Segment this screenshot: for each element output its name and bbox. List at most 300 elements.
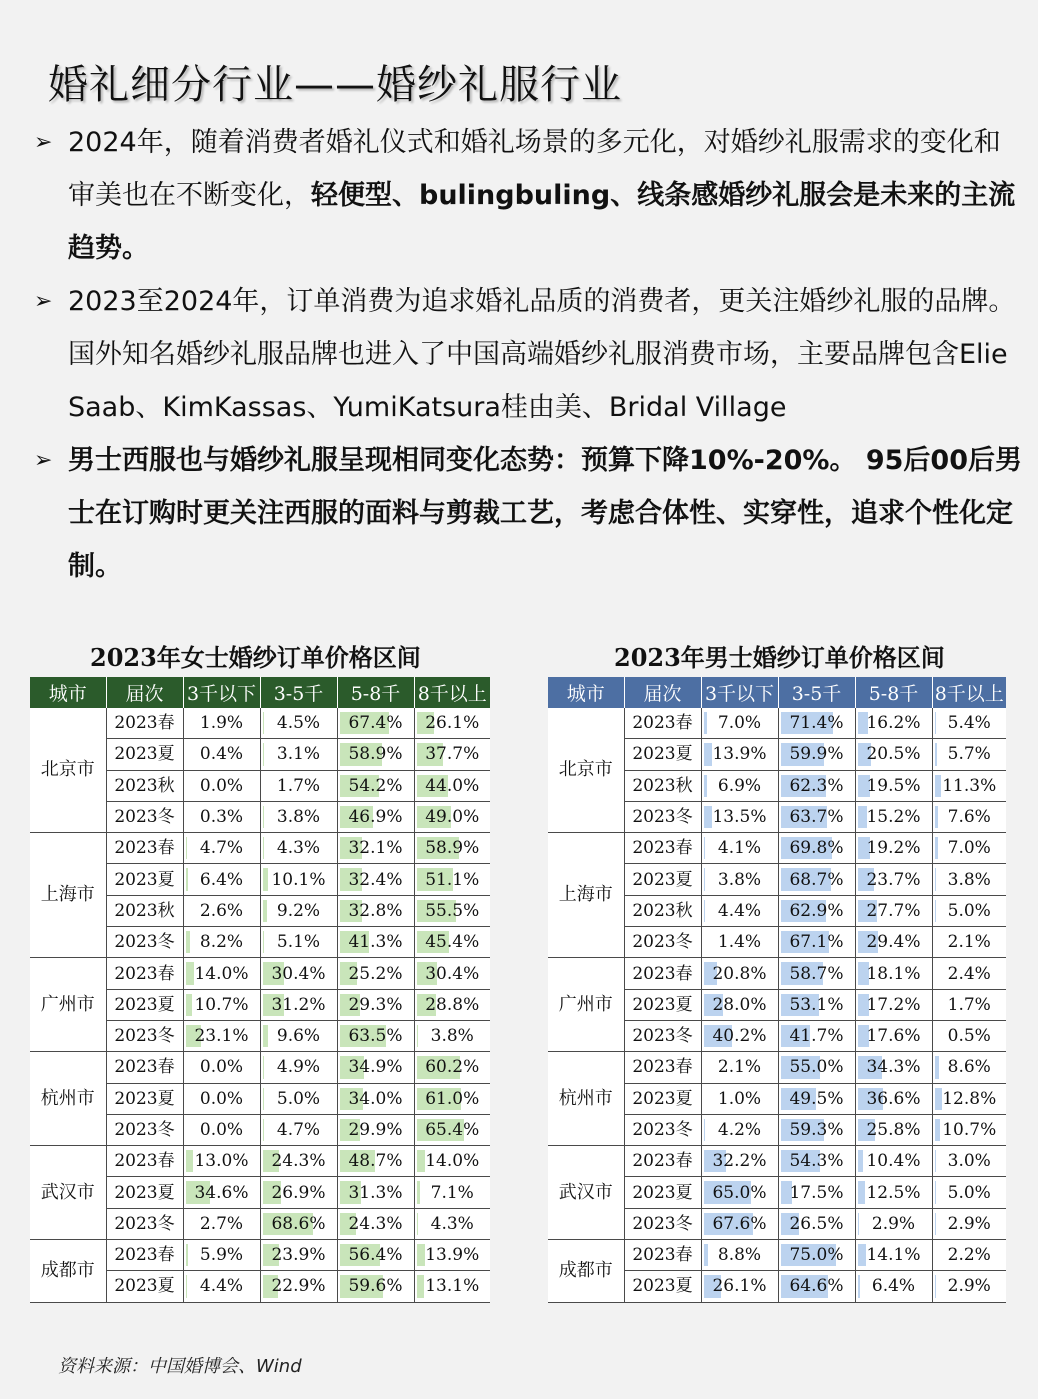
share-bar [417, 1181, 420, 1203]
share-bar [704, 712, 707, 734]
share-cell [932, 864, 1006, 895]
share-value: 14.1% [866, 1245, 921, 1266]
share-value: 63.7% [789, 807, 844, 828]
bullet-text: 2024年，随着消费者婚礼仪式和婚礼场景的多元化，对婚纱礼服需求的变化和审美也在不断变化， [68, 127, 1001, 211]
share-value: 13.5% [712, 807, 767, 828]
table-row [30, 958, 490, 989]
share-value: 71.4% [789, 713, 844, 734]
period-cell: 2023夏 [106, 989, 183, 1020]
share-value: 3.8% [717, 869, 762, 890]
share-cell [855, 989, 932, 1020]
share-cell [260, 1052, 337, 1083]
column-header: 届次 [106, 677, 183, 708]
share-cell [337, 927, 414, 958]
share-value: 26.9% [271, 1182, 326, 1203]
share-cell [183, 1020, 260, 1051]
period-cell: 2023春 [624, 958, 701, 989]
share-value: 2.9% [947, 1276, 991, 1297]
share-cell [701, 833, 778, 864]
city-cell: 北京市 [30, 708, 106, 833]
share-cell [701, 1240, 778, 1271]
share-cell [932, 927, 1006, 958]
share-cell [337, 989, 414, 1020]
share-value: 51.1% [425, 869, 480, 890]
share-bar [935, 806, 939, 828]
share-value: 32.4% [348, 869, 403, 890]
share-cell [778, 1114, 855, 1145]
share-cell [778, 1177, 855, 1208]
share-cell [701, 739, 778, 770]
share-value: 2.1% [947, 932, 991, 953]
share-value: 75.0% [789, 1245, 844, 1266]
period-cell: 2023秋 [106, 895, 183, 926]
bullet-text: 男士西服也与婚纱礼服呈现相同变化态势：预算下降10%-20%。 95后00后男士在订购时更关注西服的面料与剪裁工艺，考虑合体性、实穿性，追求个性化定制。 [68, 445, 1023, 582]
period-cell: 2023夏 [624, 1271, 701, 1302]
column-header: 8千以上 [414, 677, 490, 708]
period-cell: 2023冬 [624, 801, 701, 832]
share-value: 28.8% [425, 994, 480, 1015]
share-cell [414, 927, 490, 958]
share-value: 23.7% [866, 869, 921, 890]
share-value: 26.5% [789, 1213, 844, 1234]
share-value: 17.5% [789, 1182, 844, 1203]
share-cell [260, 833, 337, 864]
share-cell [701, 1020, 778, 1051]
share-cell [932, 1114, 1006, 1145]
share-bar [858, 1244, 867, 1266]
share-value: 12.5% [866, 1182, 921, 1203]
share-value: 16.2% [866, 713, 921, 734]
share-value: 4.3% [276, 838, 321, 859]
share-value: 8.6% [947, 1057, 991, 1078]
share-cell [183, 1240, 260, 1271]
share-value: 55.5% [425, 900, 480, 921]
share-bar [417, 1244, 425, 1266]
share-cell [932, 958, 1006, 989]
share-bar [263, 712, 264, 734]
period-cell: 2023春 [106, 833, 183, 864]
share-value: 62.3% [789, 775, 844, 796]
share-cell [701, 770, 778, 801]
share-bar [704, 1244, 709, 1266]
share-value: 0.3% [199, 807, 244, 828]
share-value: 13.1% [425, 1276, 480, 1297]
share-value: 3.8% [276, 807, 321, 828]
period-cell: 2023夏 [624, 864, 701, 895]
share-cell [414, 1114, 490, 1145]
share-bar [263, 806, 264, 828]
share-cell [183, 770, 260, 801]
bullet-text: 轻便型、bulingbuling、线条感婚纱礼服会是未来的主流趋势。 [68, 180, 1016, 264]
share-bar [858, 1275, 861, 1297]
share-value: 13.0% [194, 1151, 249, 1172]
share-cell [337, 1240, 414, 1271]
column-header: 5-8千 [337, 677, 414, 708]
share-cell [855, 1052, 932, 1083]
page-title: 婚礼细分行业——婚纱礼服行业 [48, 61, 622, 108]
share-cell [414, 801, 490, 832]
share-value: 49.0% [425, 807, 480, 828]
share-cell [855, 1083, 932, 1114]
share-value: 37.7% [425, 744, 480, 765]
share-value: 1.0% [717, 1088, 762, 1109]
share-cell [260, 1020, 337, 1051]
column-header: 城市 [30, 677, 106, 708]
share-bar [704, 1119, 705, 1141]
share-cell [183, 958, 260, 989]
city-cell: 成都市 [30, 1240, 106, 1303]
share-bar [935, 712, 937, 734]
share-value: 10.7% [942, 1120, 997, 1140]
table-header-row [548, 677, 1006, 708]
share-value: 13.9% [425, 1245, 480, 1266]
period-cell: 2023冬 [106, 1208, 183, 1239]
period-cell: 2023春 [624, 1240, 701, 1271]
share-cell [778, 833, 855, 864]
share-value: 15.2% [866, 807, 921, 828]
share-value: 29.3% [348, 994, 403, 1015]
share-value: 9.2% [276, 900, 321, 921]
share-cell [183, 1271, 260, 1302]
share-cell [701, 1208, 778, 1239]
share-value: 31.2% [271, 994, 326, 1015]
column-header: 城市 [548, 677, 624, 708]
share-value: 7.1% [430, 1182, 474, 1203]
share-cell [778, 989, 855, 1020]
share-bar [186, 837, 188, 859]
bullet-item [34, 434, 1024, 593]
share-value: 40.2% [712, 1026, 767, 1047]
share-cell [778, 927, 855, 958]
share-cell [855, 927, 932, 958]
share-value: 24.3% [271, 1151, 326, 1172]
period-cell: 2023春 [624, 1052, 701, 1083]
share-bar [417, 1150, 426, 1172]
share-cell [778, 1020, 855, 1051]
share-cell [778, 1240, 855, 1271]
share-cell [183, 1114, 260, 1145]
share-value: 44.0% [425, 775, 480, 796]
share-value: 4.7% [276, 1120, 321, 1140]
period-cell: 2023夏 [106, 1177, 183, 1208]
share-value: 17.2% [866, 994, 921, 1015]
period-cell: 2023春 [624, 1146, 701, 1177]
share-cell [183, 739, 260, 770]
city-cell: 广州市 [30, 958, 106, 1052]
share-cell [260, 927, 337, 958]
period-cell: 2023秋 [624, 895, 701, 926]
share-value: 2.6% [199, 900, 244, 921]
share-cell [183, 801, 260, 832]
share-value: 32.8% [348, 900, 403, 921]
period-cell: 2023夏 [624, 1177, 701, 1208]
city-cell: 杭州市 [548, 1052, 624, 1146]
period-cell: 2023秋 [106, 770, 183, 801]
share-bar [935, 1119, 941, 1141]
period-cell: 2023夏 [106, 739, 183, 770]
share-bar [858, 1181, 866, 1203]
share-cell [260, 1146, 337, 1177]
share-cell [855, 708, 932, 739]
share-value: 5.7% [947, 744, 991, 765]
period-cell: 2023冬 [624, 927, 701, 958]
share-cell [701, 989, 778, 1020]
share-cell [932, 989, 1006, 1020]
share-cell [260, 770, 337, 801]
share-cell [855, 1208, 932, 1239]
period-cell: 2023冬 [106, 927, 183, 958]
share-cell [260, 1114, 337, 1145]
share-value: 68.6% [271, 1213, 326, 1234]
share-value: 3.1% [276, 744, 321, 765]
share-value: 3.8% [430, 1026, 474, 1047]
share-bar [263, 1025, 268, 1047]
share-cell [337, 1114, 414, 1145]
share-cell [260, 1271, 337, 1302]
share-cell [932, 1177, 1006, 1208]
bullet-list [34, 116, 1024, 593]
share-bar [935, 1056, 939, 1078]
share-bar [186, 1244, 188, 1266]
share-cell [855, 770, 932, 801]
share-value: 7.6% [947, 807, 991, 828]
share-bar [417, 1025, 418, 1047]
table-header-row [30, 677, 490, 708]
city-cell: 北京市 [548, 708, 624, 833]
city-cell: 杭州市 [30, 1052, 106, 1146]
share-value: 69.8% [789, 838, 844, 859]
share-value: 2.4% [947, 963, 991, 984]
share-value: 5.1% [276, 932, 321, 953]
bullet-item [34, 116, 1024, 275]
share-value: 1.7% [947, 994, 991, 1015]
share-cell [183, 927, 260, 958]
share-cell [778, 1271, 855, 1302]
share-bar [858, 1150, 864, 1172]
share-value: 20.5% [866, 744, 921, 765]
share-cell [414, 708, 490, 739]
share-value: 34.0% [348, 1088, 403, 1109]
share-value: 14.0% [425, 1151, 480, 1172]
share-cell [778, 1146, 855, 1177]
share-value: 13.9% [712, 744, 767, 765]
share-cell [260, 708, 337, 739]
share-cell [337, 1208, 414, 1239]
period-cell: 2023夏 [106, 864, 183, 895]
table-row [30, 833, 490, 864]
share-cell [337, 1271, 414, 1302]
share-cell [183, 989, 260, 1020]
share-cell [183, 1146, 260, 1177]
share-value: 67.6% [712, 1213, 767, 1234]
city-cell: 广州市 [548, 958, 624, 1052]
share-bar [704, 775, 707, 797]
share-cell [855, 895, 932, 926]
share-cell [778, 708, 855, 739]
share-cell [260, 1240, 337, 1271]
share-value: 5.0% [276, 1088, 321, 1109]
share-cell [701, 958, 778, 989]
share-value: 34.6% [194, 1182, 249, 1203]
share-cell [183, 833, 260, 864]
male-price-table [548, 677, 1006, 1303]
share-cell [414, 1146, 490, 1177]
period-cell: 2023春 [106, 708, 183, 739]
share-value: 4.3% [430, 1213, 474, 1234]
share-cell [260, 801, 337, 832]
share-cell [414, 1020, 490, 1051]
share-cell [260, 1177, 337, 1208]
share-bar [935, 743, 937, 765]
share-value: 59.6% [348, 1276, 403, 1297]
share-value: 2.9% [947, 1213, 991, 1234]
table-row [30, 1052, 490, 1083]
share-value: 6.4% [199, 869, 244, 890]
share-cell [337, 770, 414, 801]
share-value: 1.7% [276, 775, 321, 796]
share-value: 2.1% [717, 1057, 762, 1078]
period-cell: 2023冬 [624, 1020, 701, 1051]
share-value: 65.0% [712, 1182, 767, 1203]
share-cell [414, 833, 490, 864]
share-value: 0.5% [947, 1026, 991, 1047]
share-cell [855, 1114, 932, 1145]
share-cell [855, 1271, 932, 1302]
share-value: 24.3% [348, 1213, 403, 1234]
city-cell: 武汉市 [548, 1146, 624, 1240]
share-value: 68.7% [789, 869, 844, 890]
share-bar [186, 1150, 194, 1172]
share-cell [932, 770, 1006, 801]
share-value: 5.0% [947, 1182, 991, 1203]
share-bar [186, 962, 195, 984]
share-value: 4.2% [717, 1120, 762, 1140]
share-cell [337, 864, 414, 895]
share-cell [701, 1083, 778, 1114]
share-cell [855, 801, 932, 832]
share-value: 32.2% [712, 1151, 767, 1172]
share-bar [263, 837, 264, 859]
share-value: 55.0% [789, 1057, 844, 1078]
share-cell [701, 1052, 778, 1083]
share-value: 27.7% [866, 900, 921, 921]
share-cell [701, 895, 778, 926]
period-cell: 2023夏 [624, 989, 701, 1020]
share-bar [704, 868, 705, 890]
share-cell [932, 833, 1006, 864]
share-cell [337, 958, 414, 989]
table-row [30, 1146, 490, 1177]
city-cell: 武汉市 [30, 1146, 106, 1240]
share-value: 7.0% [947, 838, 991, 859]
table-row [548, 958, 1006, 989]
share-value: 10.1% [271, 869, 326, 890]
share-bar [186, 994, 192, 1016]
arrow-bullet-icon: ➢ [34, 130, 53, 155]
table-row [548, 1052, 1006, 1083]
share-bar [935, 1088, 942, 1110]
share-cell [932, 801, 1006, 832]
share-bar [263, 1056, 265, 1078]
column-header: 3-5千 [778, 677, 855, 708]
share-value: 25.2% [348, 963, 403, 984]
share-cell [414, 1240, 490, 1271]
share-cell [260, 895, 337, 926]
column-header: 3千以下 [701, 677, 778, 708]
share-value: 48.7% [348, 1151, 403, 1172]
share-cell [855, 833, 932, 864]
share-value: 32.1% [348, 838, 403, 859]
share-bar [417, 1213, 418, 1235]
share-cell [337, 1177, 414, 1208]
period-cell: 2023夏 [624, 739, 701, 770]
share-bar [417, 1275, 425, 1297]
share-value: 63.5% [348, 1026, 403, 1047]
share-value: 58.7% [789, 963, 844, 984]
period-cell: 2023冬 [106, 1114, 183, 1145]
share-value: 53.1% [789, 994, 844, 1015]
share-value: 0.0% [199, 1088, 244, 1109]
share-value: 4.7% [199, 838, 244, 859]
share-cell [337, 895, 414, 926]
share-value: 7.0% [717, 713, 762, 734]
city-cell: 成都市 [548, 1240, 624, 1303]
share-cell [183, 1208, 260, 1239]
share-value: 23.9% [271, 1245, 326, 1266]
share-cell [414, 1177, 490, 1208]
arrow-bullet-icon: ➢ [34, 289, 53, 314]
share-cell [414, 770, 490, 801]
share-value: 25.8% [866, 1120, 921, 1140]
share-cell [414, 739, 490, 770]
share-cell [932, 895, 1006, 926]
share-cell [778, 1083, 855, 1114]
period-cell: 2023春 [106, 1052, 183, 1083]
share-value: 4.5% [276, 713, 321, 734]
period-cell: 2023春 [106, 1240, 183, 1271]
share-bar [186, 931, 190, 953]
share-value: 65.4% [425, 1120, 480, 1140]
share-value: 67.4% [348, 713, 403, 734]
share-value: 2.9% [871, 1213, 916, 1234]
share-bar [935, 837, 938, 859]
share-value: 58.9% [348, 744, 403, 765]
share-bar [263, 900, 268, 922]
share-value: 8.2% [199, 932, 244, 953]
bullet-text: 2023至2024年，订单消费为追求婚礼品质的消费者，更关注婚纱礼服的品牌。国外知名婚纱礼服品牌也进入了中国高端婚纱礼服消费市场，主要品牌包含Elie Saab、KimKassas、YumiKatsura桂由美、Bridal Village [68, 286, 1016, 423]
share-bar [935, 775, 941, 797]
period-cell: 2023夏 [106, 1271, 183, 1302]
share-cell [414, 1208, 490, 1239]
share-value: 45.4% [425, 932, 480, 953]
share-value: 56.4% [348, 1245, 403, 1266]
share-value: 29.4% [866, 932, 921, 953]
share-value: 5.4% [947, 713, 991, 734]
share-value: 4.1% [717, 838, 762, 859]
share-bar [263, 868, 269, 890]
share-value: 3.0% [947, 1151, 991, 1172]
share-bar [935, 1181, 937, 1203]
share-cell [414, 958, 490, 989]
share-value: 49.5% [789, 1088, 844, 1109]
share-cell [855, 1146, 932, 1177]
share-cell [701, 1271, 778, 1302]
share-value: 4.4% [199, 1276, 244, 1297]
share-cell [932, 1208, 1006, 1239]
share-value: 4.4% [717, 900, 762, 921]
share-cell [855, 864, 932, 895]
city-cell: 上海市 [30, 833, 106, 958]
